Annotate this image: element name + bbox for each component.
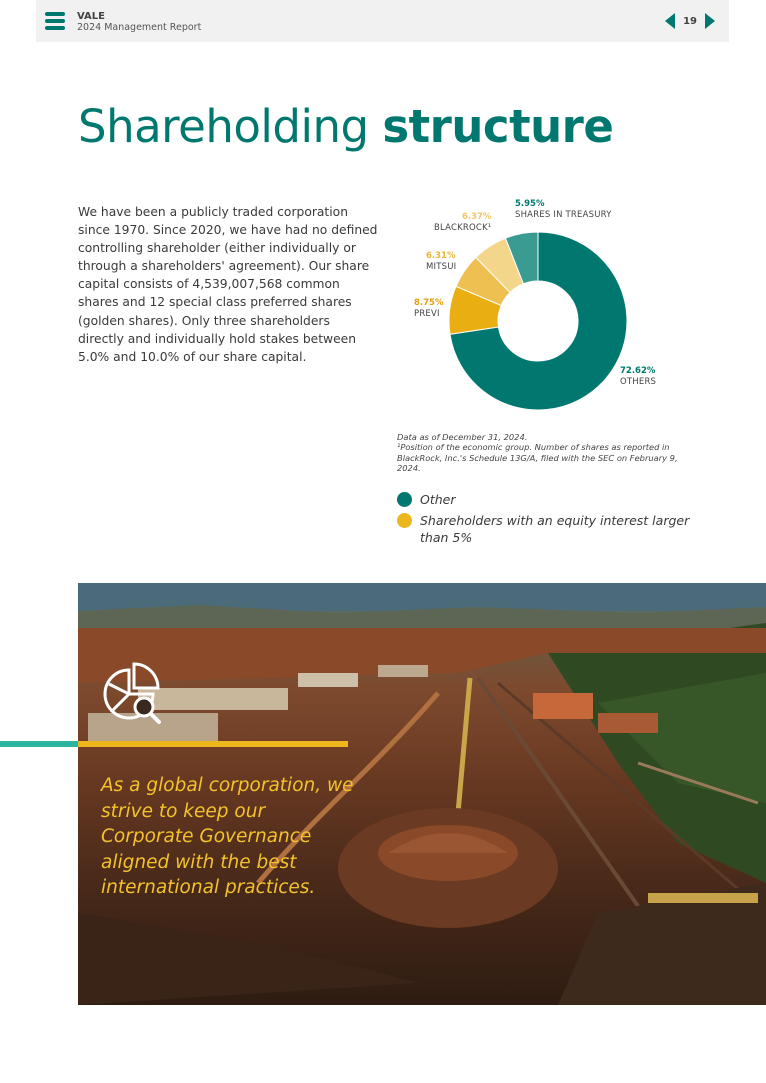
report-name: 2024 Management Report bbox=[77, 22, 202, 33]
label-previ bbox=[414, 298, 444, 320]
pct-previ: 8.75% bbox=[414, 298, 444, 308]
pager bbox=[665, 13, 715, 29]
pie-chart-magnifier-icon bbox=[101, 660, 163, 726]
pct-shares-in-treasury: 5.95% bbox=[515, 199, 545, 209]
footnote-date: Data as of December 31, 2024. bbox=[397, 432, 528, 442]
intro-paragraph: We have been a publicly traded corporation since 1970. Since 2020, we have had no defined controlling shareholder (either individually or through a shareholders' agreement). Our share capital consists of 4,539,007,568 common shares and 12 special class preferred shares (golden shares). Only three shareholders directly and individually hold stakes between 5.0% and 10.0% of our share capital. bbox=[78, 205, 378, 364]
legend-item-major-shareholders bbox=[397, 512, 697, 546]
title-bold: structure bbox=[382, 100, 614, 153]
page-title bbox=[78, 100, 613, 153]
page-header bbox=[36, 0, 729, 42]
brand-name: VALE bbox=[77, 11, 106, 22]
label-blackrock bbox=[434, 212, 491, 234]
next-page-icon[interactable] bbox=[705, 13, 715, 29]
legend-label-other: Other bbox=[420, 492, 456, 507]
pull-quote: As a global corporation, we strive to keep our Corporate Governance aligned with the best international practices. bbox=[101, 775, 354, 898]
name-blackrock: BLACKROCK¹ bbox=[434, 223, 492, 233]
name-shares-in-treasury: SHARES IN TREASURY bbox=[515, 210, 612, 220]
title-light: Shareholding bbox=[78, 100, 383, 153]
name-previ: PREVI bbox=[414, 309, 440, 319]
label-shares-in-treasury bbox=[515, 199, 612, 221]
legend-swatch-other bbox=[397, 492, 412, 507]
label-others bbox=[620, 366, 656, 388]
shareholding-donut-chart bbox=[395, 195, 695, 420]
legend-swatch-major-shareholders bbox=[397, 513, 412, 528]
label-mitsui bbox=[426, 251, 456, 273]
chart-legend bbox=[397, 491, 697, 550]
accent-bar-yellow bbox=[78, 741, 348, 747]
accent-bar-teal bbox=[0, 741, 78, 747]
previous-page-icon[interactable] bbox=[665, 13, 675, 29]
brand-block bbox=[77, 11, 201, 33]
footnote-blackrock: ¹Position of the economic group. Number of shares as reported in BlackRock, Inc.'s Schedule 13G/A, filed with the SEC on February 9, 2024. bbox=[397, 442, 678, 474]
legend-item-other bbox=[397, 491, 697, 508]
pct-others: 72.62% bbox=[620, 366, 656, 376]
pct-mitsui: 6.31% bbox=[426, 251, 456, 261]
name-mitsui: MITSUI bbox=[426, 262, 457, 272]
legend-label-major-shareholders: Shareholders with an equity interest larger than 5% bbox=[420, 513, 690, 545]
pct-blackrock: 6.37% bbox=[461, 212, 492, 222]
page-number: 19 bbox=[683, 15, 697, 27]
chart-footnote bbox=[397, 432, 687, 474]
name-others: OTHERS bbox=[620, 377, 657, 387]
hamburger-menu-icon[interactable] bbox=[45, 12, 65, 30]
